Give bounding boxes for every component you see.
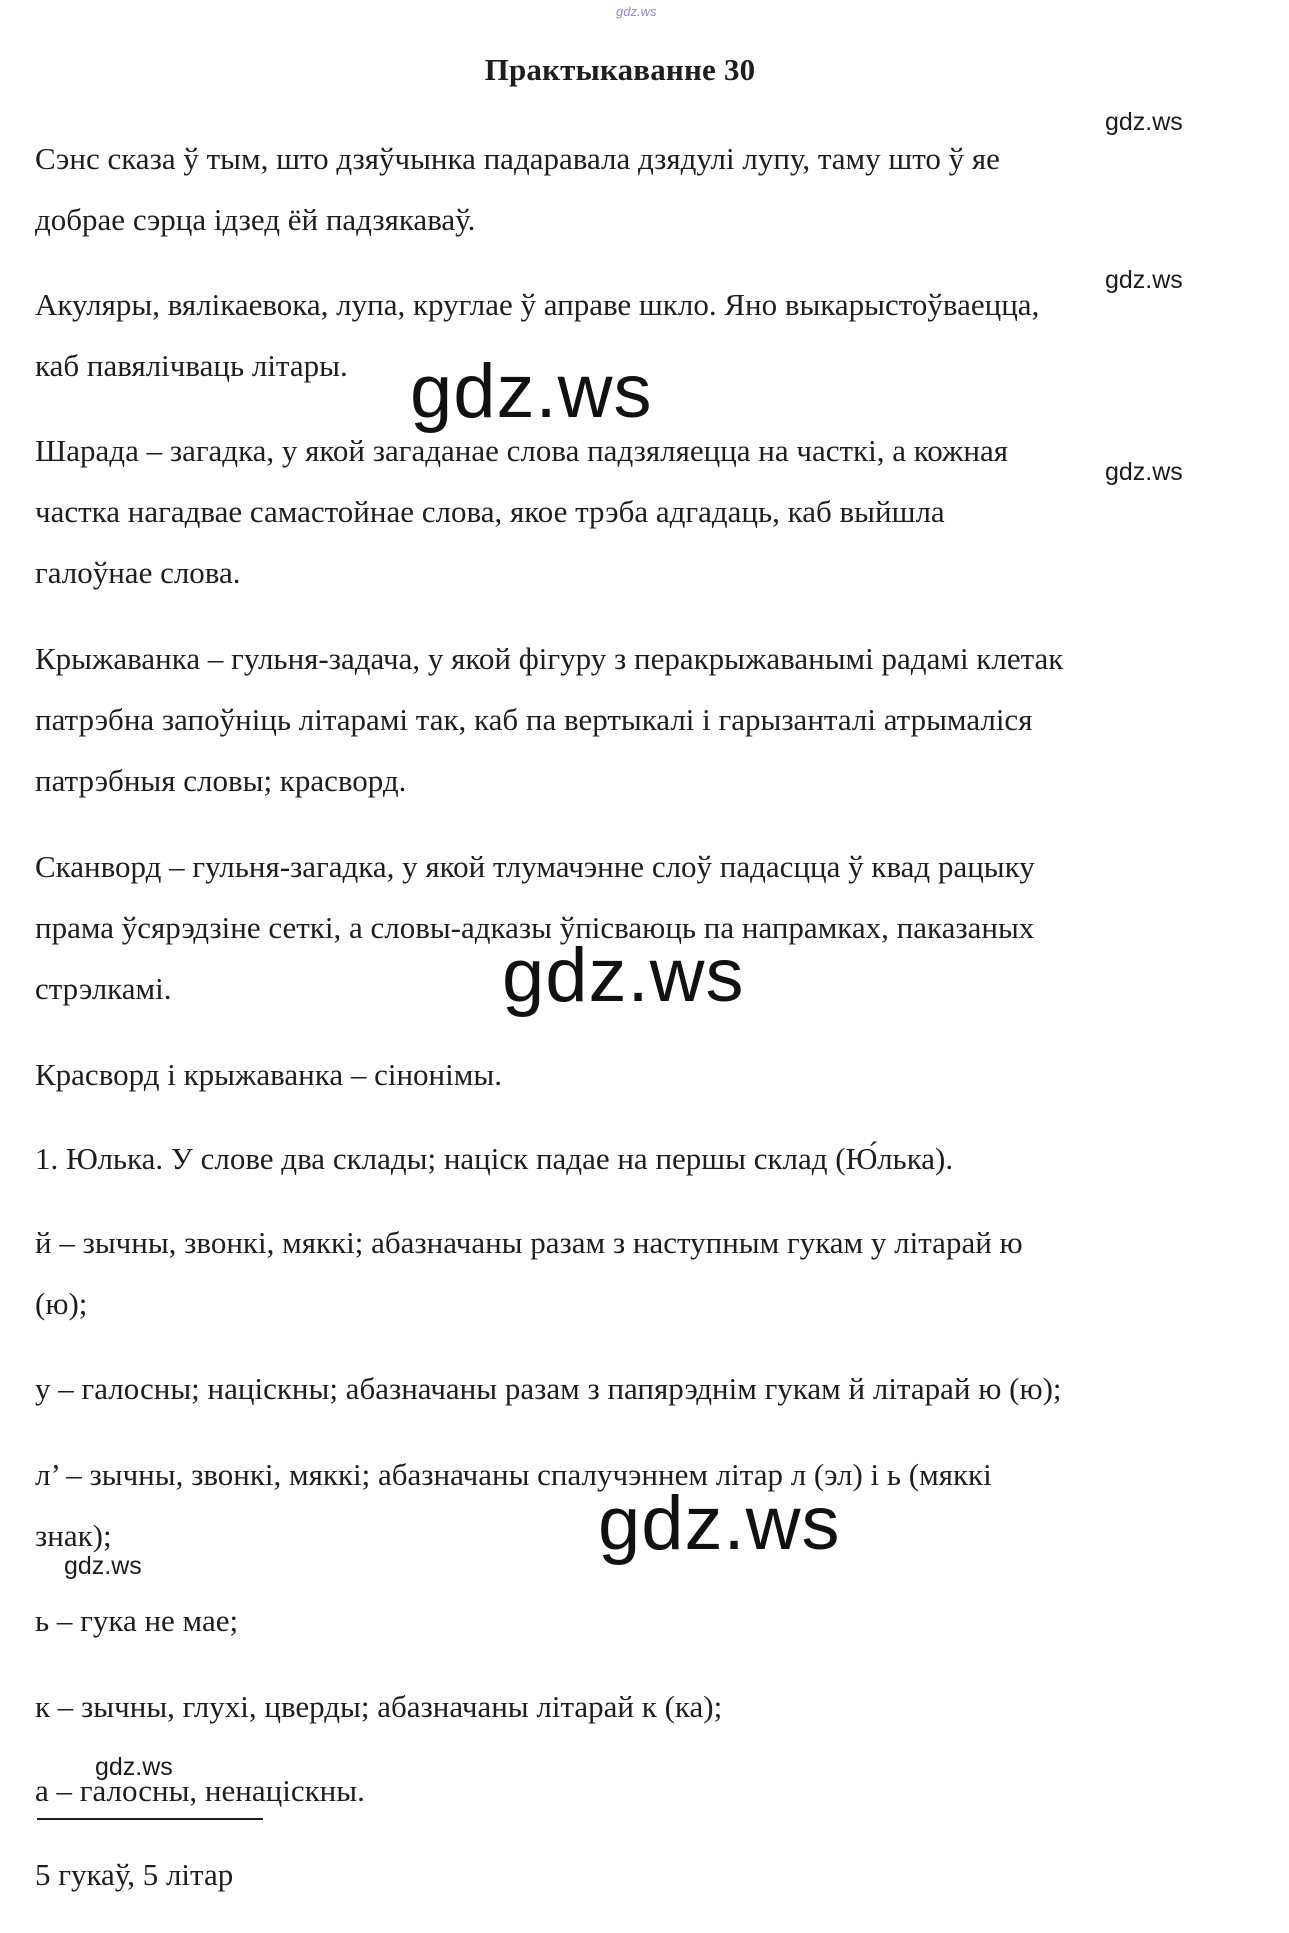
watermark-top: gdz.ws	[616, 4, 657, 19]
paragraph-sound-y	[35, 1212, 1215, 1334]
exercise-title: Практыкаванне 30	[484, 52, 756, 87]
text-line: патрэбна запоўніць літарамі так, каб па вертыкалі і гарызанталі атрымаліся	[35, 702, 1033, 737]
watermark-small: gdz.ws	[64, 1552, 142, 1580]
summary-divider	[37, 1818, 263, 1820]
text-line: патрэбныя словы; красворд.	[35, 763, 407, 798]
text-line: Сканворд – гульня-загадка, у якой тлумачэнне слоў падасцца ў квад рацыку	[35, 849, 1035, 884]
watermark-large: gdz.ws	[410, 349, 653, 434]
text-line: 5 гукаў, 5 літар	[35, 1857, 234, 1892]
paragraph-meaning	[35, 128, 1215, 250]
watermark-large: gdz.ws	[598, 1481, 841, 1566]
text-line: л’ – зычны, звонкі, мяккі; абазначаны спалучэннем літар л (эл) і ь (мяккі	[35, 1457, 992, 1492]
watermark-small: gdz.ws	[1105, 266, 1183, 294]
text-line: й – зычны, звонкі, мяккі; абазначаны разам з наступным гукам у літарай ю	[35, 1225, 1023, 1260]
text-line: Шарада – загадка, у якой загаданае слова падзяляецца на часткі, а кожная	[35, 433, 1008, 468]
watermark-small: gdz.ws	[1105, 108, 1183, 136]
text-line: а – галосны, ненаціскны.	[35, 1773, 365, 1808]
paragraph-sound-u	[35, 1358, 1215, 1419]
text-line: частка нагадвае самастойнае слова, якое трэба адгадаць, каб выйшла	[35, 494, 945, 529]
paragraph-sound-a	[35, 1760, 1215, 1821]
text-line: 1. Юлька. У слове два склады; націск падае на першы склад (Ю́лька).	[35, 1141, 954, 1176]
text-line: прама ўсярэдзіне сеткі, а словы-адказы ўпісваюць па напрамках, паказаных	[35, 910, 1035, 945]
text-line: Акуляры, вялікаевока, лупа, круглае ў аправе шкло. Яно выкарыстоўваецца,	[35, 287, 1040, 322]
text-line: знак);	[35, 1518, 112, 1553]
paragraph-word-analysis	[35, 1128, 1215, 1189]
text-line: Сэнс сказа ў тым, што дзяўчынка падаравала дзядулі лупу, таму што ў яе	[35, 141, 1000, 176]
text-line: галоўнае слова.	[35, 555, 241, 590]
text-line: у – галосны; націскны; абазначаны разам з папярэднім гукам й літарай ю (ю);	[35, 1371, 1062, 1406]
paragraph-soft-sign	[35, 1590, 1215, 1651]
text-line: Красворд і крыжаванка – сінонімы.	[35, 1057, 502, 1092]
text-line: стрэлкамі.	[35, 971, 172, 1006]
paragraph-crossword	[35, 628, 1215, 811]
text-line: Крыжаванка – гульня-задача, у якой фігуру з перакрыжаванымі радамі клетак	[35, 641, 1064, 676]
paragraph-synonyms	[35, 1044, 1215, 1105]
paragraph-sound-k	[35, 1676, 1215, 1737]
text-line: ь – гука не мае;	[35, 1603, 239, 1638]
watermark-small: gdz.ws	[1105, 458, 1183, 486]
text-line: каб павялічваць літары.	[35, 348, 348, 383]
text-line: добрае сэрца ідзед ёй падзякаваў.	[35, 202, 476, 237]
summary-line	[35, 1844, 1215, 1905]
watermark-small: gdz.ws	[95, 1753, 173, 1781]
watermark-large: gdz.ws	[502, 933, 745, 1018]
text-line: к – зычны, глухі, цверды; абазначаны літарай к (ка);	[35, 1689, 723, 1724]
text-line: (ю);	[35, 1286, 88, 1321]
paragraph-charade	[35, 420, 1215, 603]
